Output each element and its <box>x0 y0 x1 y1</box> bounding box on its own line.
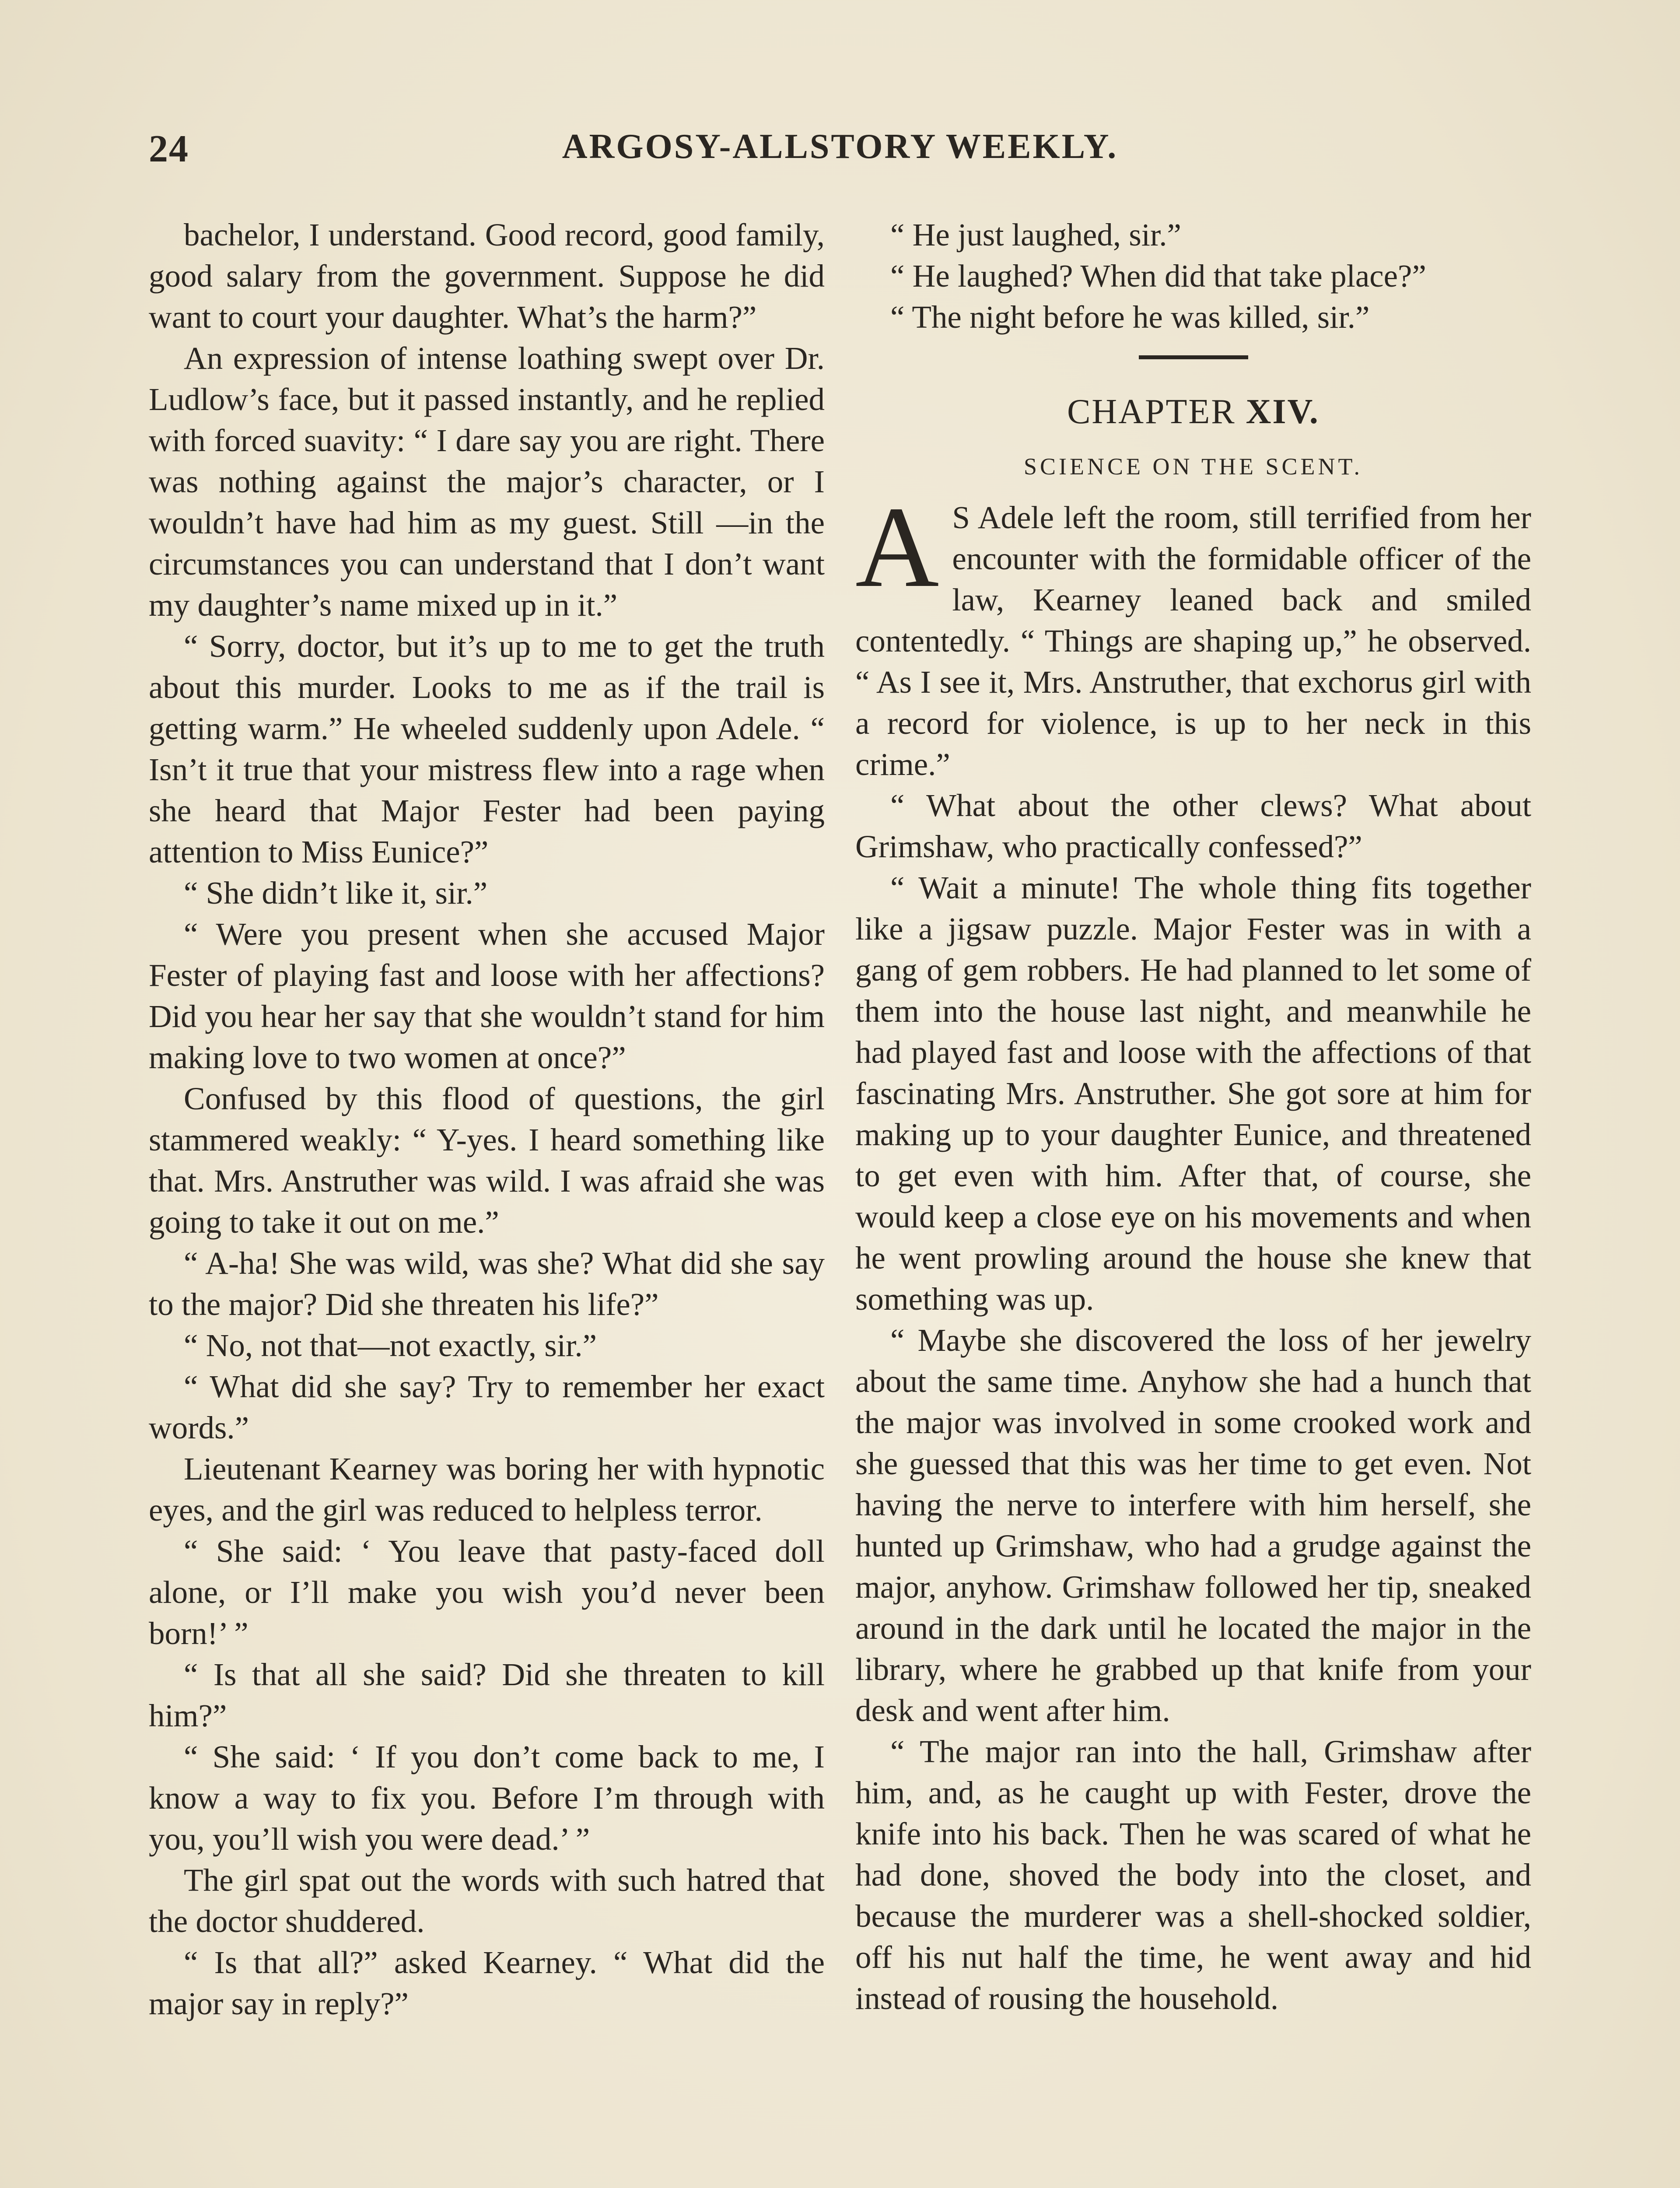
paragraph: “ Maybe she discovered the loss of her jewelry about the same time. Anyhow she had a hunch that the major was involved in some crooked work and she guessed that this was her time to get even. Not having the nerve to interfere with him herself, she hunted up Grimshaw, who had a grudge against the major, anyhow. Grimshaw followed her tip, sneaked around in the dark until he located the major in the library, where he grabbed up that knife from your desk and went after him. <box>855 1322 1531 1728</box>
paragraph: “ No, not that—not exactly, sir.” <box>184 1328 597 1363</box>
drop-cap: A <box>855 483 939 611</box>
paragraph: “ She said: ‘ If you don’t come back to me, I know a way to fix you. Before I’m through with you, you’ll wish you were dead.’ ” <box>149 1739 825 1857</box>
left-column <box>149 214 825 2024</box>
paragraph: “ A-ha! She was wild, was she? What did she say to the major? Did she threaten his life?” <box>149 1245 825 1322</box>
paragraph: “ He laughed? When did that take place?” <box>890 258 1426 294</box>
chapter-opening-paragraph <box>855 483 1531 785</box>
chapter-heading <box>855 390 1531 434</box>
paragraph: “ Wait a minute! The whole thing fits together like a jigsaw puzzle. Major Fester was in with a gang of gem robbers. He had planned to let some of them into the house last night, and meanwhile he had played fast and loose with the affections of that fascinating Mrs. Anstruther. She got sore at him for making up to your daughter Eunice, and threatened to get even with him. After that, of course, she would keep a close eye on his movements and when he went prowling around the house she knew that something was up. <box>855 870 1531 1317</box>
chapter-number: XIV. <box>1246 393 1320 431</box>
paragraph: “ What about the other clews? What about Grimshaw, who practically confessed?” <box>855 788 1531 864</box>
paragraph: Lieutenant Kearney was boring her with hypnotic eyes, and the girl was reduced to helpless terror. <box>149 1451 825 1528</box>
paragraph: “ She said: ‘ You leave that pasty-faced doll alone, or I’ll make you wish you’d never been born!’ ” <box>149 1533 825 1651</box>
page-header <box>149 127 1531 184</box>
chapter-subtitle: SCIENCE ON THE SCENT. <box>1023 453 1363 480</box>
page-number: 24 <box>149 128 189 170</box>
paragraph: “ He just laughed, sir.” <box>890 217 1181 252</box>
right-column <box>855 214 1531 2019</box>
paragraph: “ Is that all she said? Did she threaten to kill him?” <box>149 1657 825 1733</box>
paragraph: “ Were you present when she accused Major Fester of playing fast and loose with her affections? Did you hear her say that she wouldn’t stand for him making love to two women at once?” <box>149 916 825 1075</box>
paragraph: The girl spat out the words with such hatred that the doctor shuddered. <box>149 1862 825 1939</box>
paragraph: An expression of intense loathing swept over Dr. Ludlow’s face, but it passed instantly, and he replied with forced suavity: “ I dare say you are right. There was nothing against the major’s character, or I wouldn’t have had him as my guest. Still —in the circumstances you can understand that I don’t want my daughter’s name mixed up in it.” <box>149 340 825 623</box>
chapter-label: CHAPTER <box>1067 393 1236 431</box>
paragraph: “ Is that all?” asked Kearney. “ What did the major say in reply?” <box>149 1945 825 2021</box>
paragraph: “ The night before he was killed, sir.” <box>890 299 1370 335</box>
section-divider <box>1139 355 1248 359</box>
running-head: ARGOSY-ALLSTORY WEEKLY. <box>562 127 1118 166</box>
paragraph: Confused by this flood of questions, the girl stammered weakly: “ Y-yes. I heard something like that. Mrs. Anstruther was wild. I was afraid she was going to take it out on me.” <box>149 1081 825 1240</box>
paragraph: “ The major ran into the hall, Grimshaw after him, and, as he caught up with Fester, drove the knife into his back. Then he was scared of what he had done, shoved the body into the closet, and because the murderer was a shell-shocked soldier, off his nut half the time, he went away and hid instead of rousing the household. <box>855 1734 1531 2016</box>
opening-text: S Adele left the room, still terrified from her encounter with the formidable officer of the law, Kearney leaned back and smiled contentedly. “ Things are shaping up,” he observed. “ As I see it, Mrs. Anstruther, that exchorus girl with a record for violence, is up to her neck in this crime.” <box>855 500 1531 782</box>
paragraph: bachelor, I understand. Good record, good family, good salary from the government. Suppose he did want to court your daughter. What’s the harm?” <box>149 217 825 335</box>
paragraph: “ She didn’t like it, sir.” <box>184 875 488 911</box>
paragraph: “ What did she say? Try to remember her exact words.” <box>149 1369 825 1445</box>
paragraph: “ Sorry, doctor, but it’s up to me to get the truth about this murder. Looks to me as if the trail is getting warm.” He wheeled suddenly upon Adele. “ Isn’t it true that your mistress flew into a rage when she heard that Major Fester had been paying attention to Miss Eunice?” <box>149 628 825 870</box>
